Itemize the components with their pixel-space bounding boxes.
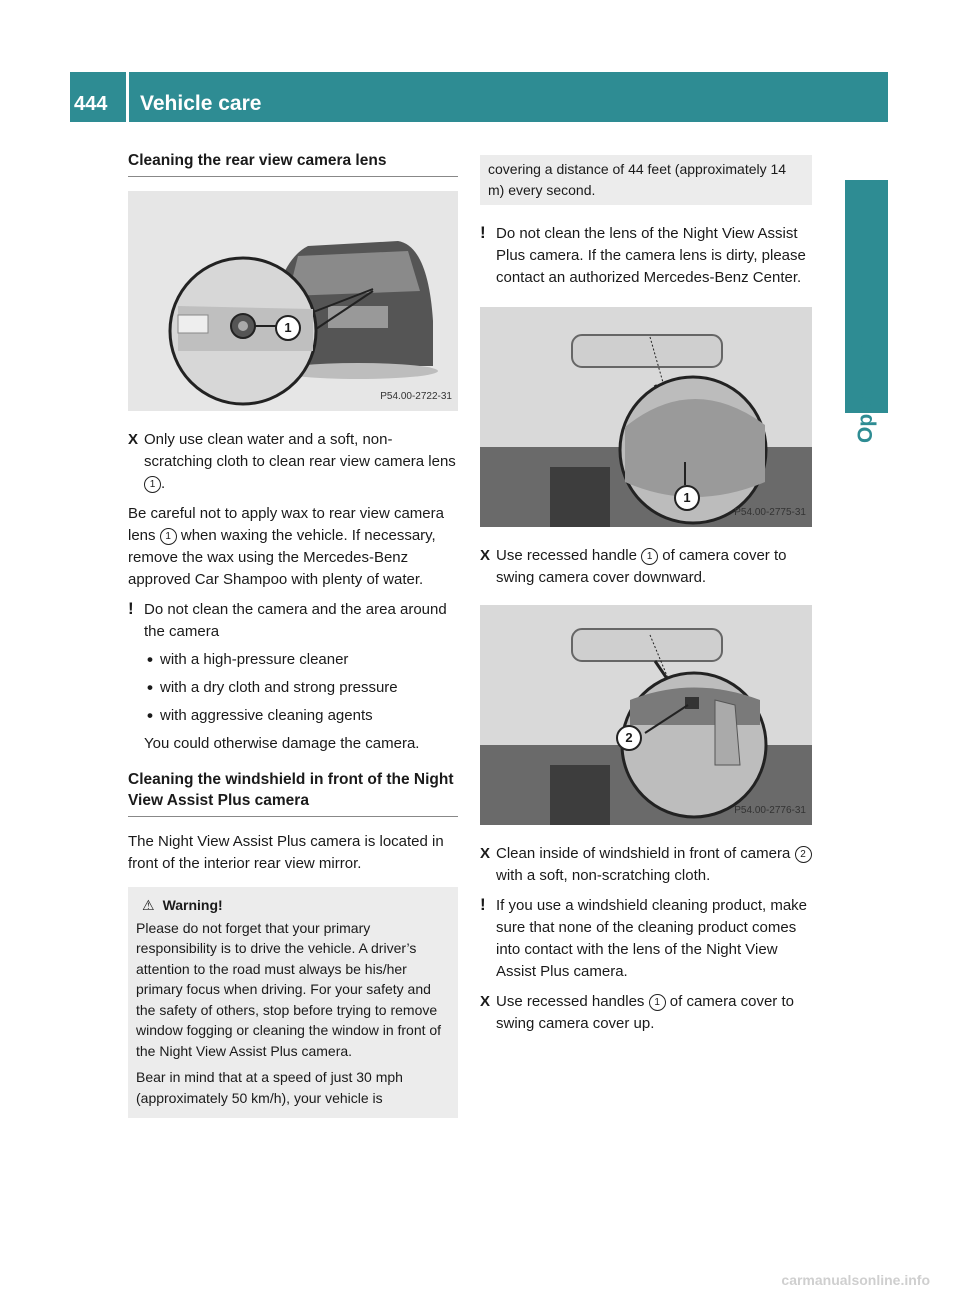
side-tab-label: Operation: [854, 343, 877, 443]
step-text-end: of camera cover to swing camera cover downward.: [496, 547, 787, 586]
step-text-end: with a soft, non-scratching cloth.: [496, 867, 711, 884]
instruction-step: [480, 843, 812, 887]
note-end: You could otherwise damage the camera.: [144, 735, 420, 752]
para-text-end: when waxing the vehicle. If necessary, remove the wax using the Mercedes-Benz approved Car Shampoo with plenty of water.: [128, 527, 436, 588]
figure-rear-camera: [128, 191, 458, 411]
instruction-step: [480, 991, 812, 1035]
callout-ref-1: 1: [641, 548, 658, 565]
step-text-end: .: [161, 475, 166, 492]
bullet-icon: •: [147, 650, 153, 669]
callout-ref-1: 1: [649, 994, 666, 1011]
step-text: Clean inside of windshield in front of camera: [496, 845, 791, 862]
list-item: [144, 705, 458, 727]
page-title: Vehicle care: [140, 92, 262, 115]
caution-note: [480, 223, 812, 289]
warning-text: Please do not forget that your primary responsibility is to drive the vehicle. A driver’s attention to the road must always be his/her primary focus when driving. For your safety and the safety of others, stop before trying to remove window fogging or cleaning the window in front of the Night View Assist Plus camera.: [136, 919, 442, 1059]
section-heading-rear-camera: Cleaning the rear view camera lens: [128, 150, 458, 177]
bullet-text: with a dry cloth and strong pressure: [160, 679, 398, 696]
warning-box-continued: covering a distance of 44 feet (approximately 14 m) every second.: [480, 155, 812, 205]
para-text: Be careful not to apply wax to rear view camera lens: [128, 505, 444, 544]
step-text-end: of camera cover to swing camera cover up.: [496, 993, 794, 1032]
warning-triangle-icon: ⚠: [142, 897, 155, 913]
instruction-step: [128, 429, 458, 495]
note-text: If you use a windshield cleaning product, make sure that none of the cleaning product comes into contact with the lens of the Night View Assist Plus camera.: [496, 897, 808, 980]
note-text: Do not clean the camera and the area around the camera: [144, 601, 447, 640]
list-item: [144, 677, 458, 699]
figure-camera-cover: [480, 307, 812, 527]
bullet-text: with aggressive cleaning agents: [160, 707, 373, 724]
list-item: [144, 649, 458, 671]
warning-heading: [136, 895, 450, 916]
step-marker: X: [128, 431, 139, 448]
warning-title: Warning!: [162, 897, 223, 913]
caution-icon: !: [480, 223, 486, 242]
step-marker: X: [480, 547, 491, 564]
callout-1: 1: [674, 485, 700, 511]
callout-2: 2: [616, 725, 642, 751]
caution-icon: !: [480, 895, 486, 914]
step-marker: X: [480, 845, 491, 862]
figure-code: P54.00-2722-31: [380, 391, 452, 402]
figure-code: P54.00-2775-31: [734, 507, 806, 518]
bullet-text: with a high-pressure cleaner: [160, 651, 349, 668]
step-marker: X: [480, 993, 491, 1010]
caution-note: [480, 895, 812, 983]
section-heading-windshield: Cleaning the windshield in front of the Night View Assist Plus camera: [128, 769, 458, 817]
paragraph-wax: [128, 503, 458, 591]
step-text: Use recessed handle: [496, 547, 637, 564]
figure-windshield: [480, 605, 812, 825]
paragraph-location: The Night View Assist Plus camera is located in front of the interior rear view mirror.: [128, 833, 444, 872]
figure-code: P54.00-2776-31: [734, 805, 806, 816]
callout-ref-1: 1: [160, 528, 177, 545]
warning-box: [128, 887, 458, 1118]
bullet-icon: •: [147, 706, 153, 725]
step-text: Use recessed handles: [496, 993, 645, 1010]
header-divider: [126, 72, 129, 122]
left-column: [128, 150, 458, 1118]
bullet-icon: •: [147, 678, 153, 697]
callout-ref-1: 1: [144, 476, 161, 493]
footer-watermark: carmanualsonline.info: [781, 1272, 930, 1288]
page-number: 444: [74, 93, 108, 115]
caution-icon: !: [128, 599, 134, 618]
note-text: Do not clean the lens of the Night View Assist Plus camera. If the camera lens is dirty, please contact an authorized Mercedes-Benz Center.: [496, 225, 806, 286]
rear-camera-illustration: [128, 191, 458, 411]
step-text: Only use clean water and a soft, non-scratching cloth to clean rear view camera lens: [144, 431, 456, 470]
warning-text-2: Bear in mind that at a speed of just 30 mph (approximately 50 km/h), your vehicle is: [136, 1069, 403, 1106]
windshield-illustration: [480, 605, 812, 825]
right-column: [480, 155, 812, 1043]
callout-ref-2: 2: [795, 846, 812, 863]
instruction-step: [480, 545, 812, 589]
callout-1: 1: [275, 315, 301, 341]
camera-cover-illustration: [480, 307, 812, 527]
caution-note: [128, 599, 458, 755]
